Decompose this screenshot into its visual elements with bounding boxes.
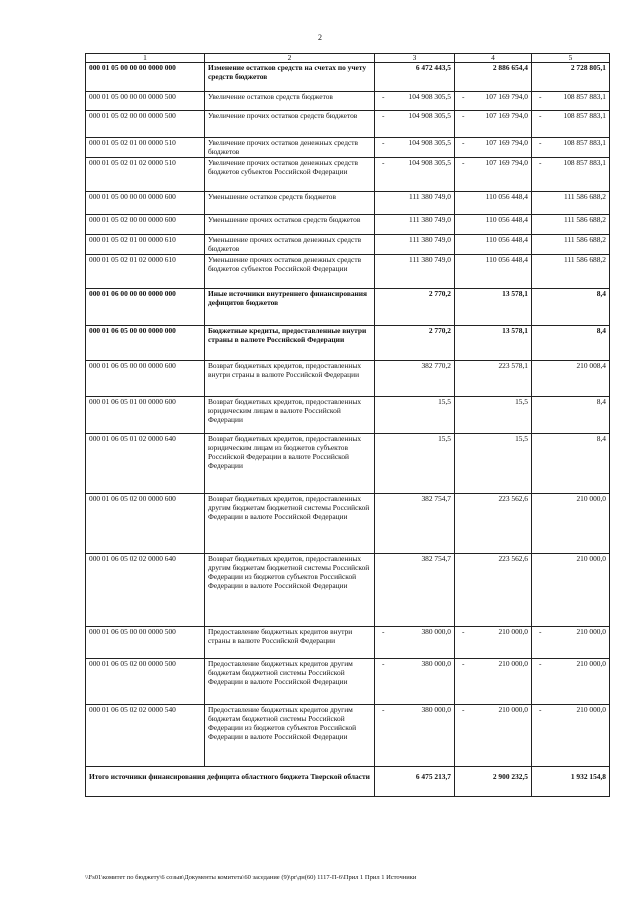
table-row (86, 63, 610, 92)
amount-col-4 (455, 215, 532, 235)
budget-classification-code: 000 01 06 05 00 00 0000 600 (86, 361, 205, 397)
amount-value: 107 169 794,0 (485, 138, 528, 147)
column-number-1: 1 (86, 54, 205, 63)
minus-sign: - (462, 138, 465, 147)
amount-col-4 (455, 235, 532, 255)
minus-sign: - (539, 158, 542, 167)
amount-col-5 (532, 63, 610, 92)
amount-value: 210 000,0 (498, 627, 528, 636)
source-name: Предоставление бюджетных кредитов другим бюджетам бюджетной системы Российской Федерации из бюджетов субъектов Российской Федерации в валюте Российской Федерации (205, 705, 375, 767)
amount-col-5 (532, 92, 610, 111)
amount-col-3 (375, 326, 455, 361)
amount-value: 210 008,4 (576, 361, 606, 370)
budget-classification-code: 000 01 05 00 00 00 0000 600 (86, 192, 205, 215)
amount-col-4 (455, 554, 532, 627)
amount-value: 8,4 (596, 289, 606, 298)
minus-sign: - (539, 92, 542, 101)
table-row (86, 397, 610, 434)
column-number-3: 3 (375, 54, 455, 63)
amount-col-3 (375, 255, 455, 289)
total-label: Итого источники финансирования дефицита областного бюджета Тверской области (86, 767, 375, 797)
source-name: Увеличение прочих остатков денежных средств бюджетов (205, 138, 375, 158)
amount-col-5 (532, 289, 610, 326)
amount-col-3 (375, 235, 455, 255)
amount-value: 111 380 749,0 (409, 215, 451, 224)
amount-value: 6 472 443,5 (415, 63, 451, 72)
amount-col-3 (375, 192, 455, 215)
amount-col-4 (455, 111, 532, 138)
source-name: Предоставление бюджетных кредитов другим бюджетам бюджетной системы Российской Федерации в валюте Российской Федерации (205, 659, 375, 705)
column-number-4: 4 (455, 54, 532, 63)
amount-col-4 (455, 494, 532, 554)
amount-value: 111 586 688,2 (564, 255, 606, 264)
amount-col-4 (455, 659, 532, 705)
amount-value: 8,4 (596, 326, 606, 335)
amount-col-3 (375, 627, 455, 659)
amount-col-5 (532, 326, 610, 361)
budget-classification-code: 000 01 06 05 00 00 0000 000 (86, 326, 205, 361)
table-row (86, 92, 610, 111)
amount-value: 111 380 749,0 (409, 235, 451, 244)
amount-col-5 (532, 659, 610, 705)
budget-classification-code: 000 01 05 00 00 00 0000 000 (86, 63, 205, 92)
amount-col-5 (532, 705, 610, 767)
amount-col-3 (375, 494, 455, 554)
amount-col-4 (455, 361, 532, 397)
amount-col-3 (375, 554, 455, 627)
amount-value: 223 562,6 (498, 494, 528, 503)
amount-value: 110 056 448,4 (485, 215, 528, 224)
amount-value: 6 475 213,7 (415, 772, 451, 781)
amount-value: 210 000,0 (576, 659, 606, 668)
amount-col-5 (532, 494, 610, 554)
source-name: Возврат бюджетных кредитов, предоставленных другим бюджетам бюджетной системы Российской Федерации из бюджетов субъектов Российской Федерации в валюте Российской Федерации (205, 554, 375, 627)
amount-col-3 (375, 138, 455, 158)
column-number-header (86, 54, 610, 63)
amount-value: 111 380 749,0 (409, 192, 451, 201)
table-row (86, 235, 610, 255)
amount-col-4 (455, 138, 532, 158)
budget-classification-code: 000 01 06 05 01 02 0000 640 (86, 434, 205, 494)
minus-sign: - (539, 627, 542, 636)
amount-value: 382 754,7 (421, 554, 451, 563)
amount-col-3 (375, 705, 455, 767)
budget-classification-code: 000 01 05 02 00 00 0000 500 (86, 111, 205, 138)
amount-value: 2 886 654,4 (492, 63, 528, 72)
amount-col-3 (375, 63, 455, 92)
amount-col-4 (455, 92, 532, 111)
budget-classification-code: 000 01 06 05 02 02 0000 640 (86, 554, 205, 627)
amount-col-3 (375, 289, 455, 326)
amount-col-4 (455, 192, 532, 215)
minus-sign: - (382, 659, 385, 668)
amount-col-4 (455, 289, 532, 326)
amount-value: 210 000,0 (576, 705, 606, 714)
amount-value: 380 000,0 (421, 627, 451, 636)
amount-value: 210 000,0 (498, 705, 528, 714)
minus-sign: - (462, 705, 465, 714)
amount-value: 108 857 883,1 (563, 138, 606, 147)
amount-col-3 (375, 158, 455, 192)
amount-value: 104 908 305,5 (408, 111, 451, 120)
budget-classification-code: 000 01 05 02 01 02 0000 610 (86, 255, 205, 289)
amount-col-4 (455, 434, 532, 494)
budget-classification-code: 000 01 06 05 01 00 0000 600 (86, 397, 205, 434)
budget-classification-code: 000 01 05 02 01 00 0000 610 (86, 235, 205, 255)
budget-classification-code: 000 01 06 05 02 00 0000 500 (86, 659, 205, 705)
table-row (86, 111, 610, 138)
amount-value: 210 000,0 (576, 627, 606, 636)
amount-value: 382 770,2 (421, 361, 451, 370)
amount-col-3 (375, 215, 455, 235)
amount-value: 108 857 883,1 (563, 158, 606, 167)
table-row (86, 255, 610, 289)
amount-value: 210 000,0 (576, 554, 606, 563)
amount-col-4 (455, 158, 532, 192)
minus-sign: - (382, 627, 385, 636)
amount-value: 2 728 805,1 (570, 63, 606, 72)
minus-sign: - (539, 705, 542, 714)
amount-value: 108 857 883,1 (563, 92, 606, 101)
amount-col-5 (532, 361, 610, 397)
total-amount-col-3 (375, 767, 455, 797)
amount-col-5 (532, 111, 610, 138)
source-name: Уменьшение прочих остатков денежных средств бюджетов (205, 235, 375, 255)
amount-value: 110 056 448,4 (485, 192, 528, 201)
amount-col-5 (532, 215, 610, 235)
amount-value: 2 900 232,5 (492, 772, 528, 781)
file-path-footer: \\Fs01\комитет по бюджету\6 созыв\Документы комитета\60 заседание (9)\pr\дн(60) 1117-П-6\Прил 1 Прил 1 Источники (85, 874, 417, 881)
minus-sign: - (462, 92, 465, 101)
minus-sign: - (539, 138, 542, 147)
table-row (86, 326, 610, 361)
financing-sources-table (85, 53, 610, 797)
budget-classification-code: 000 01 05 02 01 02 0000 510 (86, 158, 205, 192)
amount-value: 111 586 688,2 (564, 215, 606, 224)
budget-classification-code: 000 01 05 02 01 00 0000 510 (86, 138, 205, 158)
minus-sign: - (382, 705, 385, 714)
table-row (86, 138, 610, 158)
source-name: Изменение остатков средств на счетах по учету средств бюджетов (205, 63, 375, 92)
amount-col-5 (532, 627, 610, 659)
source-name: Уменьшение остатков средств бюджетов (205, 192, 375, 215)
amount-value: 2 770,2 (428, 289, 451, 298)
table-row (86, 192, 610, 215)
amount-col-4 (455, 705, 532, 767)
budget-classification-code: 000 01 06 00 00 00 0000 000 (86, 289, 205, 326)
amount-col-4 (455, 326, 532, 361)
amount-value: 111 380 749,0 (409, 255, 451, 264)
amount-col-3 (375, 111, 455, 138)
budget-classification-code: 000 01 05 02 00 00 0000 600 (86, 215, 205, 235)
column-number-2: 2 (205, 54, 375, 63)
amount-col-4 (455, 627, 532, 659)
minus-sign: - (462, 111, 465, 120)
amount-col-3 (375, 397, 455, 434)
table-row (86, 434, 610, 494)
minus-sign: - (462, 659, 465, 668)
amount-value: 380 000,0 (421, 705, 451, 714)
amount-col-5 (532, 138, 610, 158)
amount-col-5 (532, 397, 610, 434)
amount-value: 108 857 883,1 (563, 111, 606, 120)
amount-value: 380 000,0 (421, 659, 451, 668)
amount-value: 107 169 794,0 (485, 92, 528, 101)
table-row (86, 627, 610, 659)
amount-col-4 (455, 255, 532, 289)
amount-value: 210 000,0 (576, 494, 606, 503)
amount-col-5 (532, 235, 610, 255)
budget-classification-code: 000 01 05 00 00 00 0000 500 (86, 92, 205, 111)
minus-sign: - (382, 158, 385, 167)
source-name: Увеличение прочих остатков денежных средств бюджетов субъектов Российской Федерации (205, 158, 375, 192)
table-row (86, 705, 610, 767)
budget-classification-code: 000 01 06 05 02 00 0000 600 (86, 494, 205, 554)
total-row (86, 767, 610, 797)
table-row (86, 494, 610, 554)
amount-value: 110 056 448,4 (485, 235, 528, 244)
table-row (86, 361, 610, 397)
amount-col-3 (375, 434, 455, 494)
table-row (86, 554, 610, 627)
table-row (86, 659, 610, 705)
amount-col-3 (375, 361, 455, 397)
amount-col-5 (532, 255, 610, 289)
amount-value: 223 562,6 (498, 554, 528, 563)
source-name: Бюджетные кредиты, предоставленные внутри страны в валюте Российской Федерации (205, 326, 375, 361)
amount-value: 111 586 688,2 (564, 235, 606, 244)
minus-sign: - (382, 111, 385, 120)
amount-value: 13 578,1 (502, 289, 528, 298)
column-number-5: 5 (532, 54, 610, 63)
amount-value: 8,4 (596, 434, 606, 443)
source-name: Уменьшение прочих остатков денежных средств бюджетов субъектов Российской Федерации (205, 255, 375, 289)
amount-value: 15,5 (438, 397, 451, 406)
minus-sign: - (539, 659, 542, 668)
total-amount-col-5 (532, 767, 610, 797)
source-name: Возврат бюджетных кредитов, предоставленных юридическим лицам из бюджетов субъектов Российской Федерации в валюте Российской Федерации (205, 434, 375, 494)
source-name: Возврат бюджетных кредитов, предоставленных внутри страны в валюте Российской Федерации (205, 361, 375, 397)
budget-classification-code: 000 01 06 05 00 00 0000 500 (86, 627, 205, 659)
minus-sign: - (462, 158, 465, 167)
table-row (86, 215, 610, 235)
source-name: Уменьшение прочих остатков средств бюджетов (205, 215, 375, 235)
total-amount-col-4 (455, 767, 532, 797)
page-number: 2 (318, 33, 322, 42)
amount-col-3 (375, 659, 455, 705)
minus-sign: - (382, 92, 385, 101)
amount-value: 2 770,2 (428, 326, 451, 335)
amount-value: 15,5 (515, 434, 528, 443)
amount-value: 104 908 305,5 (408, 138, 451, 147)
table-row (86, 158, 610, 192)
amount-value: 107 169 794,0 (485, 158, 528, 167)
amount-value: 210 000,0 (498, 659, 528, 668)
source-name: Возврат бюджетных кредитов, предоставленных другим бюджетам бюджетной системы Российской Федерации в валюте Российской Федерации (205, 494, 375, 554)
amount-value: 15,5 (515, 397, 528, 406)
budget-classification-code: 000 01 06 05 02 02 0000 540 (86, 705, 205, 767)
amount-col-5 (532, 192, 610, 215)
amount-value: 104 908 305,5 (408, 92, 451, 101)
minus-sign: - (539, 111, 542, 120)
amount-value: 8,4 (596, 397, 606, 406)
amount-value: 110 056 448,4 (485, 255, 528, 264)
minus-sign: - (382, 138, 385, 147)
minus-sign: - (462, 627, 465, 636)
amount-col-5 (532, 434, 610, 494)
source-name: Предоставление бюджетных кредитов внутри страны в валюте Российской Федерации (205, 627, 375, 659)
amount-value: 111 586 688,2 (564, 192, 606, 201)
source-name: Увеличение прочих остатков средств бюджетов (205, 111, 375, 138)
amount-col-5 (532, 554, 610, 627)
amount-value: 107 169 794,0 (485, 111, 528, 120)
table-row (86, 289, 610, 326)
amount-value: 15,5 (438, 434, 451, 443)
source-name: Возврат бюджетных кредитов, предоставленных юридическим лицам в валюте Российской Федерации (205, 397, 375, 434)
amount-value: 13 578,1 (502, 326, 528, 335)
amount-col-4 (455, 397, 532, 434)
amount-col-3 (375, 92, 455, 111)
amount-col-4 (455, 63, 532, 92)
amount-value: 1 932 154,8 (570, 772, 606, 781)
source-name: Увеличение остатков средств бюджетов (205, 92, 375, 111)
amount-value: 104 908 305,5 (408, 158, 451, 167)
amount-col-5 (532, 158, 610, 192)
source-name: Иные источники внутреннего финансирования дефицитов бюджетов (205, 289, 375, 326)
amount-value: 223 578,1 (498, 361, 528, 370)
amount-value: 382 754,7 (421, 494, 451, 503)
